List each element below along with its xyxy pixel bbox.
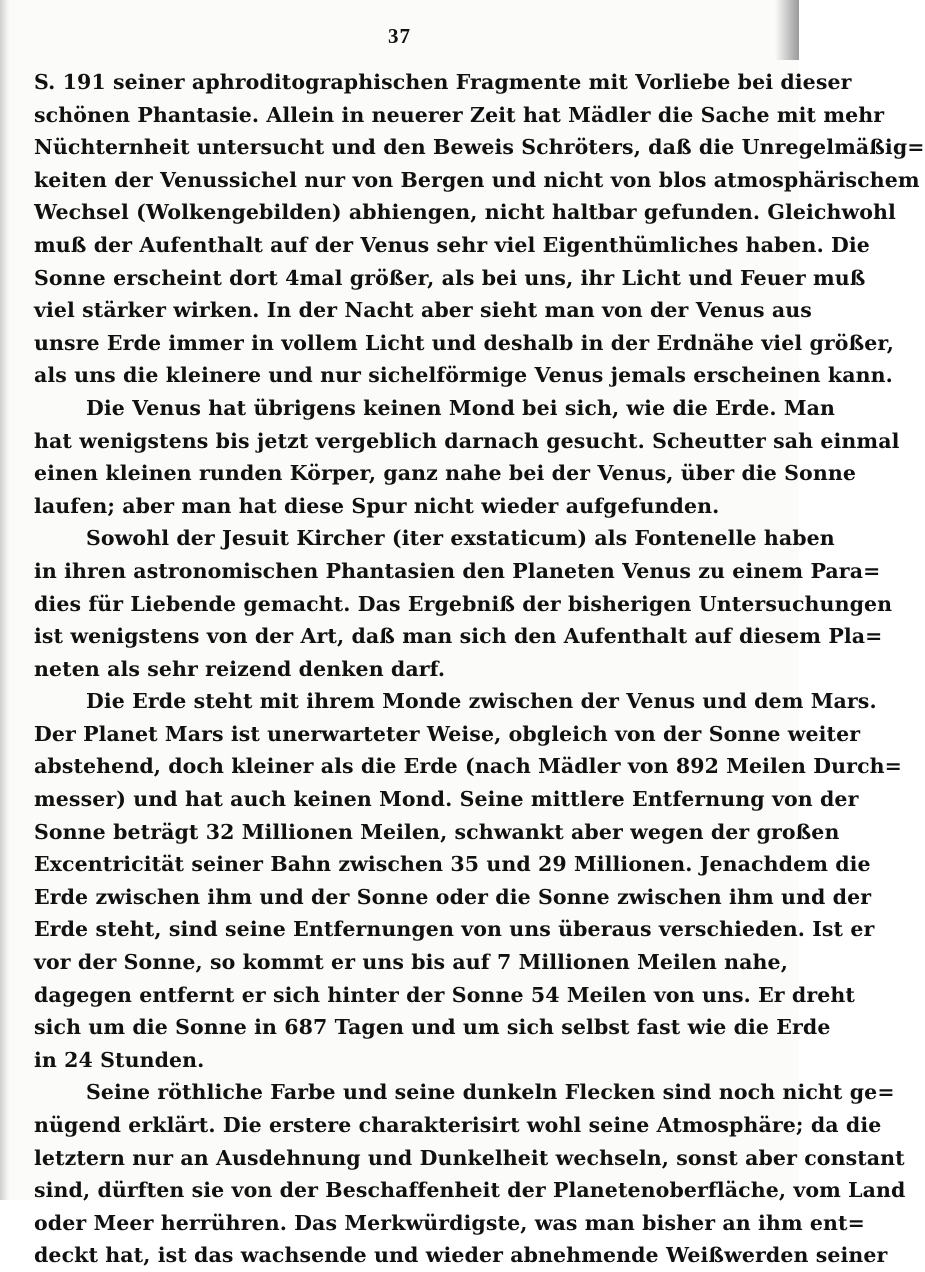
text-line: unsre Erde immer in vollem Licht und deshalb in der Erdnähe viel größer, xyxy=(34,330,895,355)
text-line: letztern nur an Ausdehnung und Dunkelheit wechseln, sonst aber constant xyxy=(34,1145,905,1170)
text-line: neten als sehr reizend denken darf. xyxy=(34,656,446,681)
text-line: Seine röthliche Farbe und seine dunkeln Flecken sind noch nicht ge= xyxy=(86,1080,895,1105)
text-line: in ihren astronomischen Phantasien den Planeten Venus zu einem Para= xyxy=(34,558,881,583)
text-line: keiten der Venussichel nur von Bergen und nicht von blos atmosphärischem xyxy=(34,167,920,192)
text-line: ist wenigstens von der Art, daß man sich den Aufenthalt auf diesem Pla= xyxy=(34,624,883,649)
text-line: Wechsel (Wolkengebilden) abhiengen, nicht haltbar gefunden. Gleichwohl xyxy=(34,200,896,225)
text-line: abstehend, doch kleiner als die Erde (nach Mädler von 892 Meilen Durch= xyxy=(34,754,902,779)
text-line: Nüchternheit untersucht und den Beweis Schröters, daß die Unregelmäßig= xyxy=(34,135,925,160)
paragraph xyxy=(34,1076,906,1272)
text-line: oder Meer herrühren. Das Merkwürdigste, was man bisher an ihm ent= xyxy=(34,1210,865,1235)
paragraph xyxy=(34,685,902,1076)
text-line: messer) und hat auch keinen Mond. Seine mittlere Entfernung von der xyxy=(34,787,859,812)
paragraph xyxy=(34,66,925,392)
text-line: laufen; aber man hat diese Spur nicht wieder aufgefunden. xyxy=(34,493,720,518)
text-line: sind, dürften sie von der Beschaffenheit der Planetenoberfläche, vom Land xyxy=(34,1178,906,1203)
text-line: schönen Phantasie. Allein in neuerer Zeit hat Mädler die Sache mit mehr xyxy=(34,102,885,127)
text-line: deckt hat, ist das wachsende und wieder abnehmende Weißwerden seiner xyxy=(34,1243,888,1268)
text-line: einen kleinen runden Körper, ganz nahe bei der Venus, über die Sonne xyxy=(34,461,856,486)
page-number: 37 xyxy=(388,24,411,48)
text-line: sich um die Sonne in 687 Tagen und um sich selbst fast wie die Erde xyxy=(34,1015,831,1040)
scan-edge-shadow xyxy=(0,0,10,1200)
text-line: dies für Liebende gemacht. Das Ergebniß der bisherigen Untersuchungen xyxy=(34,591,893,616)
body-text xyxy=(34,66,925,1272)
text-line: nügend erklärt. Die erstere charakterisirt wohl seine Atmosphäre; da die xyxy=(34,1113,882,1137)
text-line: vor der Sonne, so kommt er uns bis auf 7 Millionen Meilen nahe, xyxy=(34,950,788,975)
text-line: als uns die kleinere und nur sichelförmige Venus jemals erscheinen kann. xyxy=(34,363,893,388)
text-line: Der Planet Mars ist unerwarteter Weise, obgleich von der Sonne weiter xyxy=(34,721,861,746)
text-line: Excentricität seiner Bahn zwischen 35 und 29 Millionen. Jenachdem die xyxy=(34,852,871,877)
text-line: Erde steht, sind seine Entfernungen von uns überaus verschieden. Ist er xyxy=(34,917,875,942)
paragraph xyxy=(34,392,900,522)
text-line: Sowohl der Jesuit Kircher (iter exstaticum) als Fontenelle haben xyxy=(86,526,835,551)
text-line: Sonne erscheint dort 4mal größer, als bei uns, ihr Licht und Feuer muß xyxy=(34,265,866,290)
text-line: in 24 Stunden. xyxy=(34,1047,205,1072)
text-line: hat wenigstens bis jetzt vergeblich darnach gesucht. Scheutter sah einmal xyxy=(34,428,900,453)
text-line: viel stärker wirken. In der Nacht aber sieht man von der Venus aus xyxy=(34,298,812,323)
text-line: Die Venus hat übrigens keinen Mond bei sich, wie die Erde. Man xyxy=(86,395,836,420)
text-line: Sonne beträgt 32 Millionen Meilen, schwankt aber wegen der großen xyxy=(34,819,840,844)
text-line: dagegen entfernt er sich hinter der Sonne 54 Meilen von uns. Er dreht xyxy=(34,982,855,1007)
text-line: S. 191 seiner aphroditographischen Fragmente mit Vorliebe bei dieser xyxy=(34,70,852,94)
text-line: Die Erde steht mit ihrem Monde zwischen der Venus und dem Mars. xyxy=(86,689,877,714)
text-line: Erde zwischen ihm und der Sonne oder die Sonne zwischen ihm und der xyxy=(34,884,872,909)
paragraph xyxy=(34,522,893,685)
text-line: muß der Aufenthalt auf der Venus sehr viel Eigenthümliches haben. Die xyxy=(34,232,870,257)
